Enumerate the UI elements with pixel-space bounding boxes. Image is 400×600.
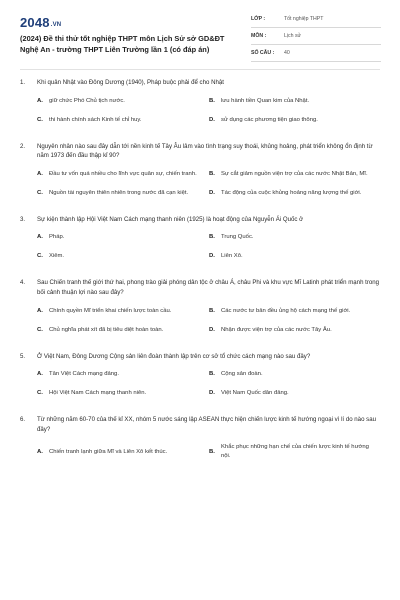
option-text: Pháp. [49, 234, 65, 241]
option-letter: A. [37, 371, 43, 378]
option-a[interactable] [37, 307, 209, 316]
question-text: Nguyên nhân nào sau đây dẫn tới nền kinh tế Tây Âu lâm vào tình trạng suy thoái, khủng hoảng, phát triển không ổn định từ năm 1973 đến đầu thập kỉ 90? [37, 142, 373, 160]
option-text: Sự cắt giảm nguồn viện trợ của các nước Nhật Bản, Mĩ. [221, 170, 368, 177]
question-list [20, 78, 382, 478]
option-a[interactable] [37, 170, 209, 179]
option-letter: C. [37, 326, 43, 333]
option-text: Cộng sản đoàn. [221, 371, 263, 378]
option-letter: B. [209, 448, 215, 455]
option-list [37, 370, 382, 398]
option-text: Nguồn tài nguyên thiên nhiên trong nước đã cạn kiệt. [49, 189, 189, 196]
option-text: Chủ nghĩa phát xít đã bị tiêu diệt hoàn toàn. [49, 326, 164, 333]
option-letter: D. [209, 326, 215, 333]
option-list [37, 307, 382, 335]
question-number: 3. [20, 215, 26, 223]
option-text: Việt Nam Quốc dân đảng. [221, 390, 289, 397]
logo-tld: .VN [50, 22, 62, 28]
option-c[interactable] [37, 116, 209, 125]
option-a[interactable] [37, 233, 209, 242]
option-letter: C. [37, 189, 43, 196]
option-b[interactable] [209, 307, 381, 316]
meta-label: MÔN : [251, 33, 267, 39]
option-text: Đầu tư vốn quá nhiều cho lĩnh vực quân sự, chiến tranh. [49, 170, 197, 177]
question-text: Sự kiện thành lập Hội Việt Nam Cách mạng thanh niên (1925) là hoạt động của Nguyễn Ái Quốc ở [37, 215, 304, 223]
question-text: Sau Chiến tranh thế giới thứ hai, phong trào giải phóng dân tộc ở châu Á, châu Phi và khu vực Mĩ Latinh phát triển mạnh trong bối cảnh thuận lợi nào sau đây? [37, 279, 380, 296]
option-text: Chiến tranh lạnh giữa Mĩ và Liên Xô kết thúc. [49, 448, 168, 455]
option-text: thi hành chính sách Kinh tế chỉ huy. [49, 116, 142, 123]
option-letter: D. [209, 116, 215, 123]
option-b[interactable] [209, 170, 381, 179]
meta-label: LỚP : [251, 16, 266, 22]
option-text: Liên Xô. [221, 253, 243, 260]
question-number: 6. [20, 416, 26, 424]
option-d[interactable] [209, 326, 381, 335]
option-list [37, 97, 382, 125]
option-letter: A. [37, 170, 43, 177]
option-text: Các nước tư bản đều ủng hộ cách mạng thế giới. [221, 307, 351, 314]
question-1 [20, 78, 382, 125]
question-number: 5. [20, 352, 26, 360]
option-b[interactable] [209, 370, 381, 379]
option-text: Trung Quốc. [221, 234, 254, 241]
option-text: Nhận được viện trợ của các nước Tây Âu. [221, 326, 332, 333]
question-4 [20, 278, 382, 334]
question-5 [20, 352, 382, 399]
option-c[interactable] [37, 326, 209, 335]
option-text: sử dụng các phương tiện giao thông. [221, 116, 318, 123]
document-title: (2024) Đề thi thử tốt nghiệp THPT môn Lịch Sử sở GD&ĐT Nghệ An - trường THPT Liên Trường lần 1 (có đáp án) [20, 34, 225, 54]
option-text: giữ chức Phó Chủ tịch nước. [49, 97, 125, 104]
option-letter: D. [209, 253, 215, 260]
option-d[interactable] [209, 252, 381, 261]
option-letter: D. [209, 390, 215, 397]
option-list [37, 233, 382, 261]
option-c[interactable] [37, 252, 209, 261]
meta-row-count [251, 45, 381, 62]
option-b[interactable] [209, 443, 381, 461]
option-c[interactable] [37, 189, 209, 198]
exam-meta [251, 11, 381, 62]
option-letter: C. [37, 116, 43, 123]
option-letter: B. [209, 170, 215, 177]
option-text: Tác động của cuộc khủng hoảng năng lượng thế giới. [221, 189, 362, 196]
question-6 [20, 415, 382, 461]
option-text: Hội Việt Nam Cách mạng thanh niên. [49, 390, 147, 397]
option-letter: B. [209, 307, 215, 314]
meta-label: SỐ CÂU : [251, 50, 275, 56]
option-text: Chính quyền Mĩ triển khai chiến lược toàn cầu. [49, 307, 172, 314]
option-a[interactable] [37, 97, 209, 106]
option-b[interactable] [209, 233, 381, 242]
meta-value: 40 [284, 50, 290, 56]
question-2 [20, 142, 382, 198]
option-letter: B. [209, 97, 215, 104]
option-c[interactable] [37, 389, 209, 398]
option-list [37, 443, 382, 461]
option-letter: A. [37, 448, 43, 455]
question-number: 2. [20, 142, 26, 150]
meta-row-subject [251, 28, 381, 45]
option-list [37, 170, 382, 198]
question-text: Ở Việt Nam, Đông Dương Cộng sản liên đoàn thành lập trên cơ sở tổ chức cách mạng nào sau đây? [37, 352, 311, 360]
logo-main: 2048 [20, 15, 50, 30]
option-letter: B. [209, 371, 215, 378]
header-divider [20, 69, 380, 70]
option-d[interactable] [209, 389, 381, 398]
option-letter: C. [37, 253, 43, 260]
option-text: Xiêm. [49, 253, 65, 260]
option-letter: B. [209, 234, 215, 241]
meta-row-class [251, 11, 381, 28]
option-text: Khắc phục những hạn chế của chiến lược kinh tế hướng nội. [221, 444, 369, 460]
option-d[interactable] [209, 116, 381, 125]
question-text: Khi quân Nhật vào Đông Dương (1940), Pháp buộc phải để cho Nhật [37, 79, 224, 86]
site-logo[interactable] [20, 15, 61, 30]
question-number: 1. [20, 79, 26, 86]
question-number: 4. [20, 279, 26, 287]
option-text: lưu hành tiền Quan kim của Nhật. [221, 97, 310, 104]
question-text: Từ những năm 60-70 của thế kỉ XX, nhóm 5 nước sáng lập ASEAN thực hiện chiến lược kinh tế hướng ngoại vì lí do nào sau đây? [37, 416, 376, 433]
option-letter: A. [37, 307, 43, 314]
meta-value: Tốt nghiệp THPT [284, 16, 324, 22]
option-a[interactable] [37, 443, 209, 461]
meta-value: Lịch sử [284, 33, 302, 39]
option-letter: C. [37, 390, 43, 397]
option-b[interactable] [209, 97, 381, 106]
question-3 [20, 215, 382, 262]
option-a[interactable] [37, 370, 209, 379]
option-letter: D. [209, 189, 215, 196]
option-d[interactable] [209, 189, 381, 198]
option-letter: A. [37, 97, 43, 104]
option-letter: A. [37, 234, 43, 241]
option-text: Tân Việt Cách mạng đảng. [49, 371, 119, 378]
